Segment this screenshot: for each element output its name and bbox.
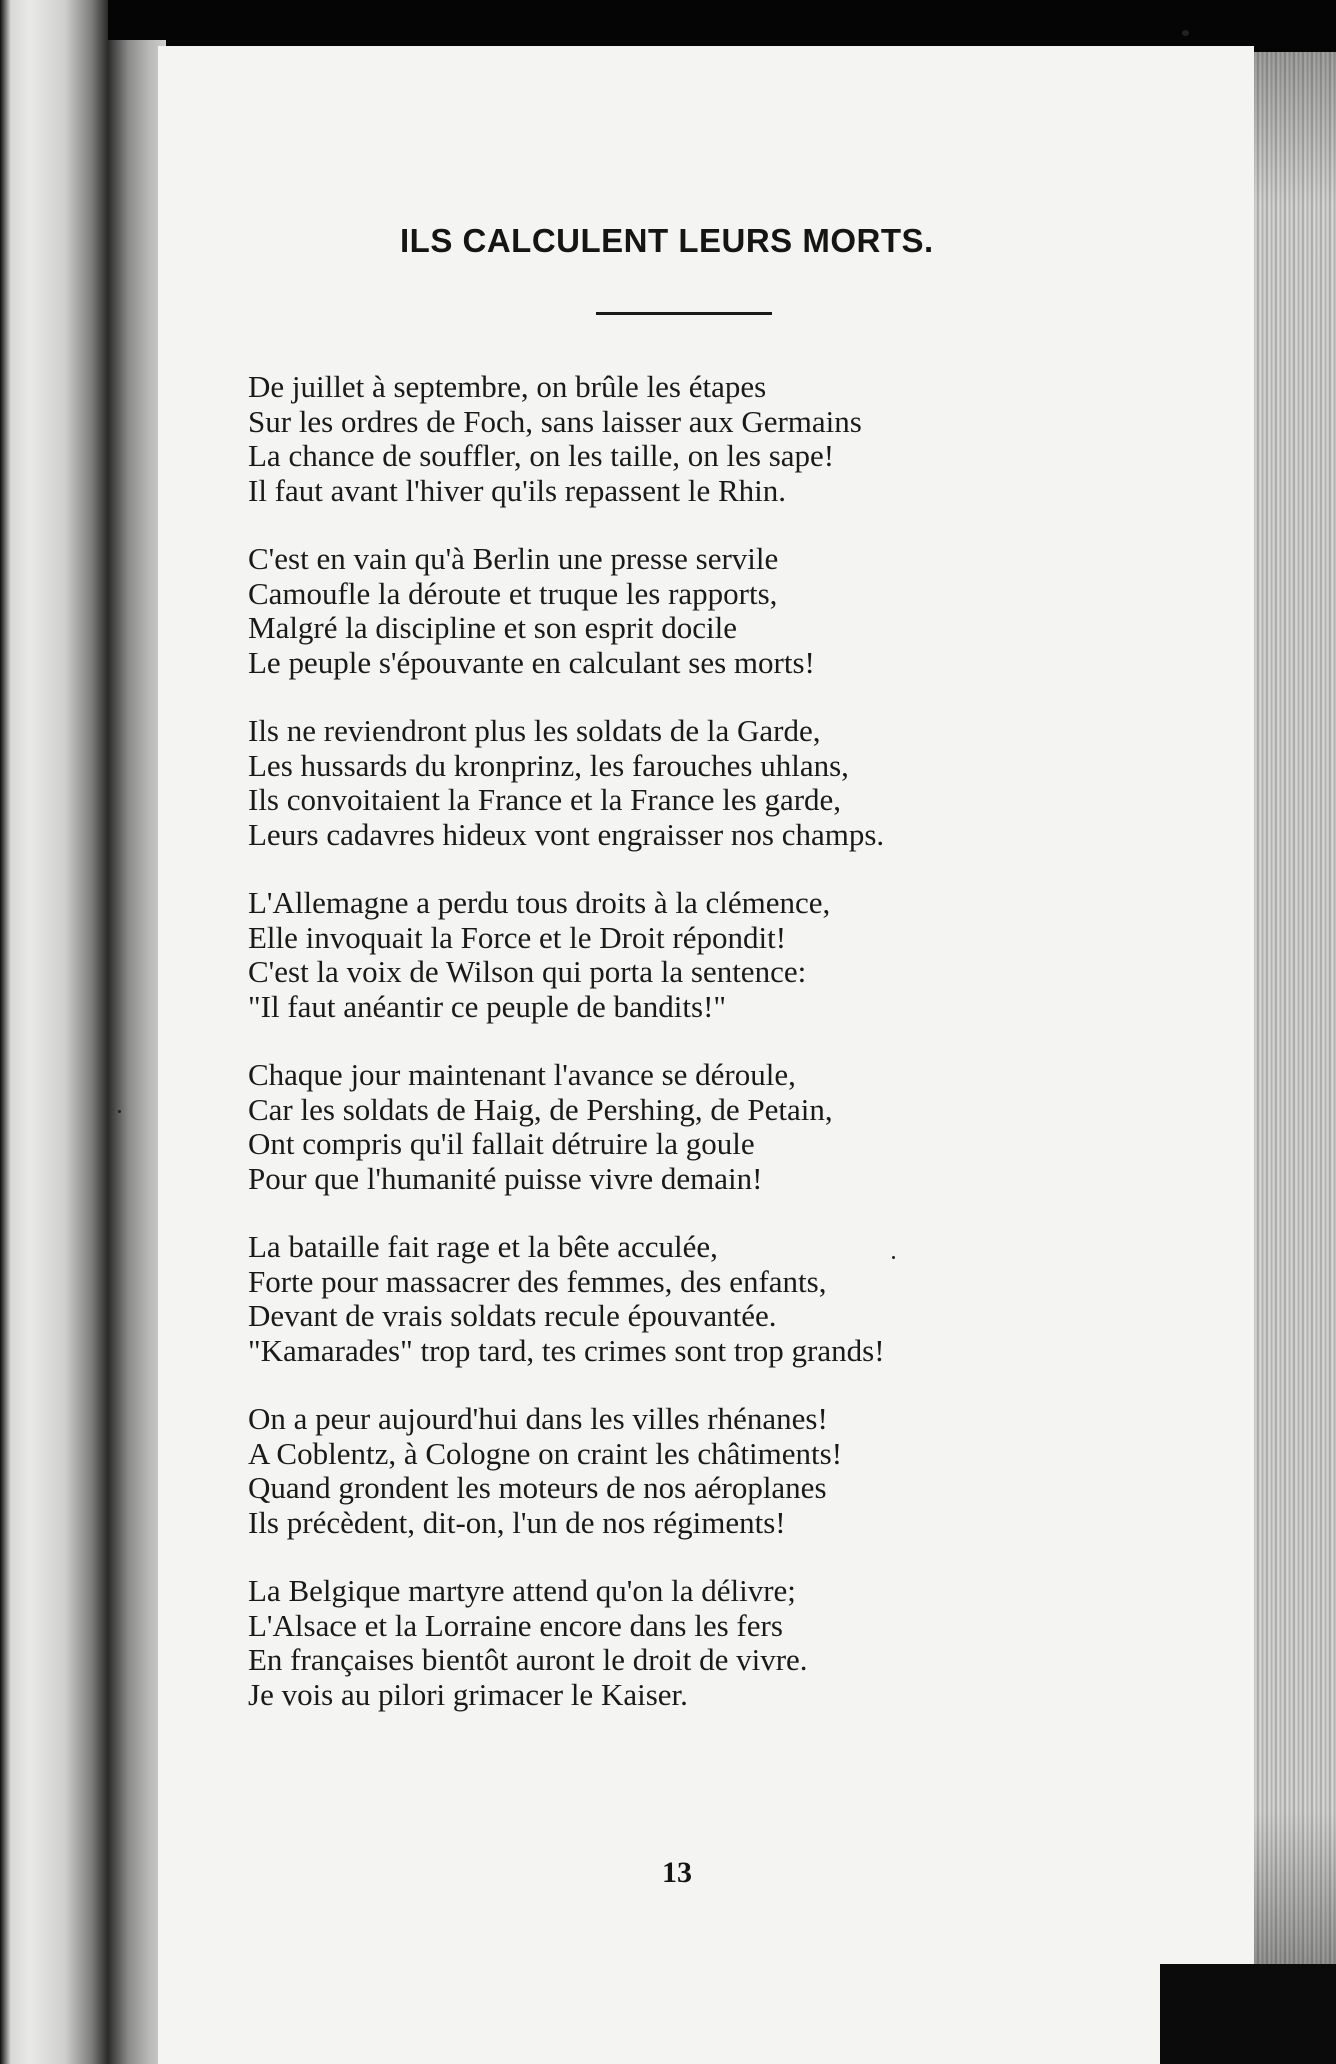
poem-line: Elle invoquait la Force et le Droit répondit! <box>248 919 787 955</box>
poem-line: La Belgique martyre attend qu'on la délivre; <box>248 1573 796 1608</box>
poem-line: "Kamarades" trop tard, tes crimes sont trop grands! <box>248 1332 885 1368</box>
poem-line: Chaque jour maintenant l'avance se déroule, <box>248 1057 796 1092</box>
left-page-edge <box>0 0 108 2064</box>
poem-line: "Il faut anéantir ce peuple de bandits!" <box>248 988 727 1024</box>
poem-line: On a peur aujourd'hui dans les villes rhénanes! <box>248 1401 828 1436</box>
poem-line: Ont compris qu'il fallait détruire la goule <box>248 1126 755 1161</box>
poem-line: Ils convoitaient la France et la France les garde, <box>248 782 842 817</box>
poem-line: Camoufle la déroute et truque les rapports, <box>248 575 778 611</box>
stanza <box>248 886 1148 1024</box>
poem-line: C'est la voix de Wilson qui porta la sentence: <box>248 954 807 989</box>
poem-body <box>248 370 1148 1746</box>
poem-line: Il faut avant l'hiver qu'ils repassent le Rhin. <box>248 472 787 508</box>
stanza <box>248 370 1148 508</box>
stanza <box>248 1402 1148 1540</box>
title-divider <box>596 312 772 315</box>
poem-line: L'Alsace et la Lorraine encore dans les fers <box>248 1607 783 1643</box>
poem-line: Je vois au pilori grimacer le Kaiser. <box>248 1676 688 1712</box>
scan-speck <box>1182 30 1189 36</box>
poem-line: A Coblentz, à Cologne on craint les châtiments! <box>248 1435 843 1471</box>
background-corner <box>1160 1964 1336 2064</box>
poem-line: Quand grondent les moteurs de nos aéroplanes <box>248 1470 827 1505</box>
poem-line: La chance de souffler, on les taille, on les sape! <box>248 438 835 473</box>
poem-line: En françaises bientôt auront le droit de vivre. <box>248 1642 808 1677</box>
poem-line: C'est en vain qu'à Berlin une presse servile <box>248 541 779 576</box>
poem-line: Sur les ordres de Foch, sans laisser aux Germains <box>248 403 862 439</box>
stanza <box>248 542 1148 680</box>
stanza <box>248 714 1148 852</box>
poem-line: Ils précèdent, dit-on, l'un de nos régiments! <box>248 1504 786 1540</box>
poem-line: Ils ne reviendront plus les soldats de la Garde, <box>248 713 821 748</box>
poem-line: L'Allemagne a perdu tous droits à la clémence, <box>248 885 831 920</box>
scan-speck <box>892 1256 895 1259</box>
poem-line: Les hussards du kronprinz, les farouches uhlans, <box>248 747 849 783</box>
poem-line: La bataille fait rage et la bête acculée, <box>248 1229 718 1264</box>
poem-line: Le peuple s'épouvante en calculant ses morts! <box>248 644 815 680</box>
poem-line: De juillet à septembre, on brûle les étapes <box>248 369 767 404</box>
poem-line: Forte pour massacrer des femmes, des enfants, <box>248 1263 827 1299</box>
stanza <box>248 1230 1148 1368</box>
page-stack-edge <box>1254 52 1336 1964</box>
poem-title: ILS CALCULENT LEURS MORTS. <box>400 222 934 259</box>
poem-line: Malgré la discipline et son esprit docile <box>248 610 737 645</box>
poem-line: Car les soldats de Haig, de Pershing, de Petain, <box>248 1091 833 1127</box>
scan-speck <box>118 1110 121 1113</box>
page-number: 13 <box>662 1856 692 1889</box>
poem-line: Pour que l'humanité puisse vivre demain! <box>248 1160 763 1196</box>
poem-line: Leurs cadavres hideux vont engraisser nos champs. <box>248 816 885 852</box>
stanza <box>248 1058 1148 1196</box>
poem-line: Devant de vrais soldats recule épouvantée. <box>248 1298 777 1333</box>
stanza <box>248 1574 1148 1712</box>
